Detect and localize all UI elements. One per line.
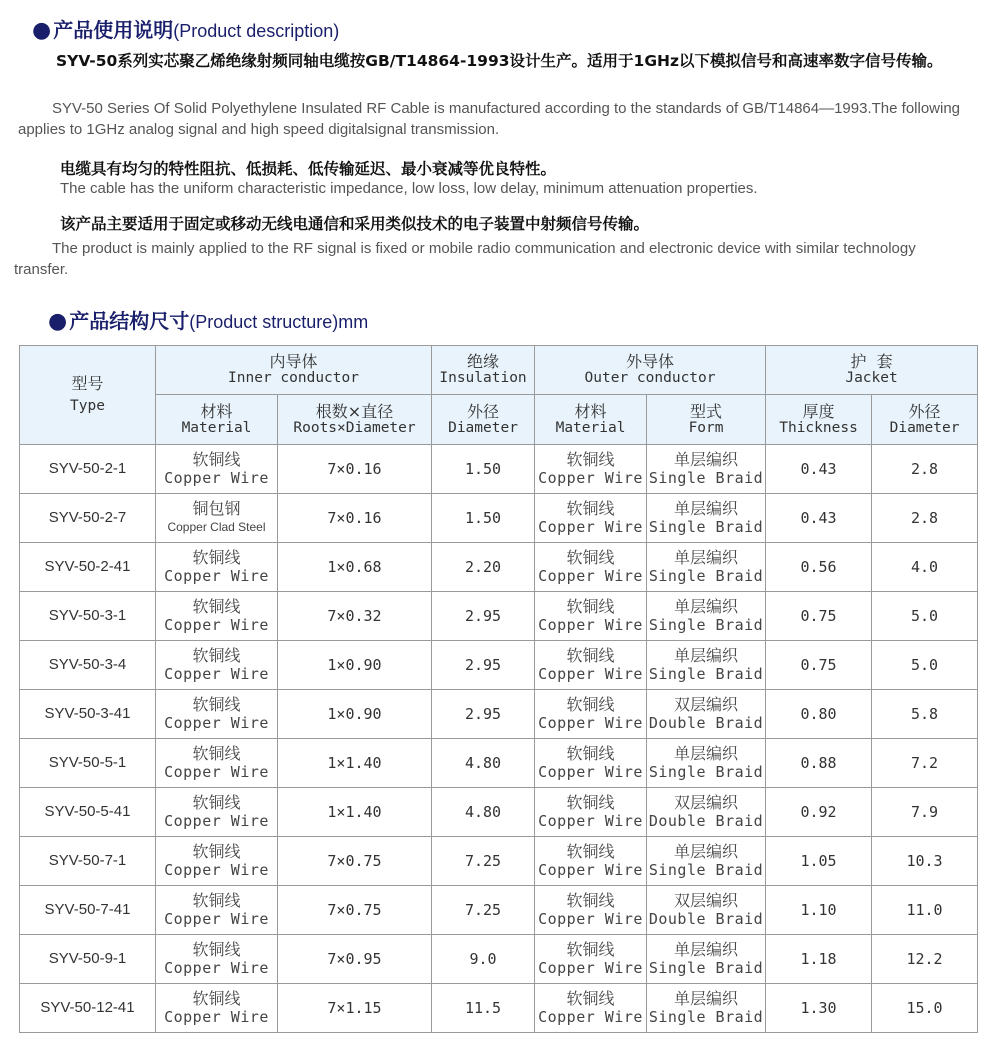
cell-outer-material — [535, 739, 647, 788]
description-en-3: The product is mainly applied to the RF signal is fixed or mobile radio communication and electronic device with similar technology transfer. — [14, 240, 916, 278]
cell-material-en: Copper Clad Steel — [167, 520, 266, 534]
cell-form-zh: 单层编织 — [674, 450, 739, 469]
cell-material-zh: 软铜线 — [192, 940, 241, 959]
header-type — [20, 346, 156, 445]
cell-material-en: Copper Wire — [164, 910, 269, 928]
cell-thickness: 0.80 — [766, 690, 872, 739]
cell-material-zh: 软铜线 — [192, 695, 241, 714]
cell-thickness: 0.92 — [766, 788, 872, 837]
cell-diameter: 5.8 — [872, 690, 978, 739]
cell-form-en: Single Braid — [648, 763, 764, 781]
cell-roots: 1×0.68 — [278, 543, 432, 592]
cell-roots: 7×0.32 — [278, 592, 432, 641]
header-material-zh: 材料 — [200, 401, 233, 421]
cell-diameter: 12.2 — [872, 935, 978, 984]
cell-roots: 7×0.75 — [278, 837, 432, 886]
cell-outer-material — [535, 788, 647, 837]
cell-outer-material-en: Copper Wire — [538, 1008, 643, 1026]
cell-roots: 7×0.75 — [278, 886, 432, 935]
heading-en: (Product structure)mm — [189, 312, 369, 332]
cell-material-en: Copper Wire — [164, 763, 269, 781]
cell-outer-material-en: Copper Wire — [538, 665, 643, 683]
header-outer-material — [535, 395, 647, 445]
cell-outer-material-zh: 软铜线 — [566, 695, 615, 714]
cell-outer-material-en: Copper Wire — [538, 616, 643, 634]
cell-type: SYV-50-2-1 — [20, 445, 156, 494]
cell-material-zh: 软铜线 — [192, 646, 241, 665]
cell-material-en: Copper Wire — [164, 469, 269, 487]
cell-form-en: Single Braid — [648, 469, 764, 487]
cell-outer-material — [535, 837, 647, 886]
cell-material-zh: 软铜线 — [192, 793, 241, 812]
table-row — [20, 788, 978, 837]
cell-outer-material-zh: 软铜线 — [566, 793, 615, 812]
header-outer-conductor — [535, 346, 766, 395]
cell-outer-material — [535, 543, 647, 592]
header-outer-en: Outer conductor — [584, 370, 716, 386]
cell-roots: 7×0.16 — [278, 445, 432, 494]
cell-form-zh: 双层编织 — [674, 891, 739, 910]
header-inner-en: Inner conductor — [228, 370, 359, 386]
table-row — [20, 886, 978, 935]
cell-form-en: Single Braid — [648, 1008, 764, 1026]
cell-diameter: 10.3 — [872, 837, 978, 886]
cell-diameter: 5.0 — [872, 641, 978, 690]
header-form-en: Form — [688, 419, 724, 436]
cell-form — [647, 445, 766, 494]
cell-thickness: 0.56 — [766, 543, 872, 592]
header-insulation-en: Insulation — [439, 370, 527, 386]
cell-diameter: 15.0 — [872, 984, 978, 1033]
table-row — [20, 494, 978, 543]
cell-type: SYV-50-9-1 — [20, 935, 156, 984]
cell-outer-material-zh: 软铜线 — [566, 597, 615, 616]
cell-diameter: 7.2 — [872, 739, 978, 788]
cell-roots: 1×1.40 — [278, 739, 432, 788]
cell-form — [647, 690, 766, 739]
cell-form-en: Double Braid — [648, 910, 764, 928]
cell-outer-material-zh: 软铜线 — [566, 989, 615, 1008]
heading-zh: 产品使用说明 — [53, 18, 174, 42]
cell-type: SYV-50-3-41 — [20, 690, 156, 739]
cell-material — [156, 739, 278, 788]
cell-form — [647, 543, 766, 592]
cell-insulation: 2.95 — [432, 690, 535, 739]
cell-material-zh: 软铜线 — [192, 548, 241, 567]
cell-form — [647, 739, 766, 788]
cell-insulation: 2.95 — [432, 641, 535, 690]
cell-outer-material-en: Copper Wire — [538, 518, 643, 536]
table-row — [20, 543, 978, 592]
cell-outer-material-zh: 软铜线 — [566, 548, 615, 567]
cell-type: SYV-50-5-1 — [20, 739, 156, 788]
cell-outer-material-zh: 软铜线 — [566, 646, 615, 665]
cell-insulation: 7.25 — [432, 886, 535, 935]
cell-material — [156, 984, 278, 1033]
header-inner-conductor — [156, 346, 432, 395]
cell-material-zh: 软铜线 — [192, 989, 241, 1008]
cell-form — [647, 494, 766, 543]
cell-outer-material — [535, 935, 647, 984]
cell-thickness: 0.43 — [766, 494, 872, 543]
cell-outer-material-en: Copper Wire — [538, 959, 643, 977]
cell-form-zh: 单层编织 — [674, 499, 739, 518]
table-row — [20, 592, 978, 641]
cell-outer-material-zh: 软铜线 — [566, 499, 615, 518]
table-row — [20, 935, 978, 984]
cell-roots: 1×0.90 — [278, 641, 432, 690]
cell-type: SYV-50-7-1 — [20, 837, 156, 886]
cell-form-en: Double Braid — [648, 714, 764, 732]
cell-material-en: Copper Wire — [164, 812, 269, 830]
cell-roots: 1×0.90 — [278, 690, 432, 739]
description-en-1: SYV-50 Series Of Solid Polyethylene Insulated RF Cable is manufactured according to the standards of GB/T14864—1993.The following applies to 1GHz analog signal and high speed digitalsignal transmission. — [18, 100, 961, 138]
header-form — [647, 395, 766, 445]
cell-type: SYV-50-12-41 — [20, 984, 156, 1033]
cell-form-en: Single Braid — [648, 861, 764, 879]
cell-form-en: Single Braid — [648, 665, 764, 683]
cell-material-zh: 软铜线 — [192, 891, 241, 910]
cell-roots: 1×1.40 — [278, 788, 432, 837]
cell-form — [647, 788, 766, 837]
header-jacket-diameter — [872, 395, 978, 445]
cell-outer-material-en: Copper Wire — [538, 812, 643, 830]
cell-outer-material — [535, 886, 647, 935]
header-jacket-en: Jacket — [845, 370, 898, 386]
cell-material-en: Copper Wire — [164, 861, 269, 879]
header-jacket-zh: 护 套 — [850, 352, 893, 371]
cell-thickness: 0.75 — [766, 592, 872, 641]
cell-insulation: 1.50 — [432, 494, 535, 543]
cell-form-en: Single Braid — [648, 518, 764, 536]
header-insulation — [432, 346, 535, 395]
cell-outer-material — [535, 592, 647, 641]
header-jacket-diameter-zh: 外径 — [908, 401, 941, 421]
cell-material — [156, 543, 278, 592]
cell-material — [156, 592, 278, 641]
cell-insulation: 2.95 — [432, 592, 535, 641]
cell-insulation: 4.80 — [432, 788, 535, 837]
cell-material — [156, 641, 278, 690]
cell-outer-material-zh: 软铜线 — [566, 450, 615, 469]
cell-material-zh: 软铜线 — [192, 744, 241, 763]
cell-material-en: Copper Wire — [164, 959, 269, 977]
cell-form-en: Single Braid — [648, 616, 764, 634]
description-zh-2: 电缆具有均匀的特性阻抗、低损耗、低传输延迟、最小衰减等优良特性。 — [60, 160, 557, 178]
cell-outer-material-en: Copper Wire — [538, 469, 643, 487]
table-row — [20, 641, 978, 690]
header-diameter-zh: 外径 — [467, 401, 500, 421]
header-jacket-diameter-en: Diameter — [889, 419, 960, 436]
cell-form-zh: 单层编织 — [674, 989, 739, 1008]
cell-form — [647, 641, 766, 690]
cell-outer-material-en: Copper Wire — [538, 763, 643, 781]
cell-form-zh: 单层编织 — [674, 548, 739, 567]
cell-material — [156, 690, 278, 739]
cell-outer-material-zh: 软铜线 — [566, 891, 615, 910]
cell-material — [156, 494, 278, 543]
header-roots-diameter — [278, 395, 432, 445]
cell-material — [156, 935, 278, 984]
cell-material — [156, 886, 278, 935]
cell-form-zh: 双层编织 — [674, 695, 739, 714]
header-diameter-en: Diameter — [448, 419, 518, 436]
cell-type: SYV-50-3-1 — [20, 592, 156, 641]
cell-form-zh: 单层编织 — [674, 744, 739, 763]
cell-form-en: Double Braid — [648, 812, 764, 830]
table-row — [20, 984, 978, 1033]
header-thickness-zh: 厚度 — [802, 401, 835, 421]
cell-material-zh: 软铜线 — [192, 842, 241, 861]
bullet-icon: ● — [48, 309, 68, 334]
cell-form-zh: 单层编织 — [674, 940, 739, 959]
cell-form-zh: 双层编织 — [674, 793, 739, 812]
cell-material-en: Copper Wire — [164, 567, 269, 585]
cell-thickness: 1.30 — [766, 984, 872, 1033]
product-description-heading — [32, 14, 339, 43]
cell-material — [156, 788, 278, 837]
cell-material-en: Copper Wire — [164, 616, 269, 634]
cell-material-en: Copper Wire — [164, 665, 269, 683]
cell-type: SYV-50-7-41 — [20, 886, 156, 935]
product-structure-heading — [48, 305, 368, 334]
cell-insulation: 7.25 — [432, 837, 535, 886]
cell-material-zh: 铜包钢 — [192, 499, 241, 518]
cell-insulation: 9.0 — [432, 935, 535, 984]
description-zh-3: 该产品主要适用于固定或移动无线电通信和采用类似技术的电子装置中射频信号传输。 — [60, 215, 650, 233]
cell-type: SYV-50-2-7 — [20, 494, 156, 543]
cell-diameter: 4.0 — [872, 543, 978, 592]
cell-outer-material-en: Copper Wire — [538, 861, 643, 879]
cell-material-zh: 软铜线 — [192, 450, 241, 469]
header-roots-en: Roots×Diameter — [293, 419, 416, 436]
cell-material-zh: 软铜线 — [192, 597, 241, 616]
cell-insulation: 1.50 — [432, 445, 535, 494]
cell-insulation: 4.80 — [432, 739, 535, 788]
cell-thickness: 1.05 — [766, 837, 872, 886]
cell-form — [647, 935, 766, 984]
cell-thickness: 0.75 — [766, 641, 872, 690]
header-material-en: Material — [181, 419, 252, 436]
cell-form — [647, 984, 766, 1033]
cell-outer-material-zh: 软铜线 — [566, 940, 615, 959]
cell-roots: 7×1.15 — [278, 984, 432, 1033]
table-body — [20, 445, 978, 1033]
cell-form-zh: 单层编织 — [674, 646, 739, 665]
table-row — [20, 837, 978, 886]
cell-diameter: 5.0 — [872, 592, 978, 641]
cell-outer-material — [535, 984, 647, 1033]
header-outer-material-zh: 材料 — [574, 401, 607, 421]
table-header — [20, 346, 978, 445]
cell-outer-material-zh: 软铜线 — [566, 842, 615, 861]
cell-form-zh: 单层编织 — [674, 842, 739, 861]
structure-table — [19, 345, 978, 1033]
description-zh-1: SYV-50系列实芯聚乙烯绝缘射频同轴电缆按GB/T14864-1993设计生产。适用于1GHz以下模拟信号和高速率数字信号传输。 — [56, 52, 943, 70]
cell-roots: 7×0.95 — [278, 935, 432, 984]
header-thickness-en: Thickness — [779, 419, 858, 436]
header-outer-material-en: Material — [555, 419, 626, 436]
cell-outer-material — [535, 690, 647, 739]
table-row — [20, 445, 978, 494]
cell-outer-material-zh: 软铜线 — [566, 744, 615, 763]
header-inner-zh: 内导体 — [269, 352, 318, 371]
cell-diameter: 2.8 — [872, 445, 978, 494]
bullet-icon: ● — [32, 18, 52, 43]
cell-material-en: Copper Wire — [164, 1008, 269, 1026]
cell-diameter: 11.0 — [872, 886, 978, 935]
cell-form-en: Single Braid — [648, 567, 764, 585]
cell-diameter: 7.9 — [872, 788, 978, 837]
cell-outer-material — [535, 494, 647, 543]
header-jacket — [766, 346, 978, 395]
header-roots-zh: 根数×直径 — [315, 401, 394, 421]
header-insulation-zh: 绝缘 — [467, 352, 500, 371]
header-insulation-diameter — [432, 395, 535, 445]
header-form-zh: 型式 — [690, 401, 723, 421]
cell-insulation: 11.5 — [432, 984, 535, 1033]
cell-outer-material-en: Copper Wire — [538, 714, 643, 732]
header-outer-zh: 外导体 — [626, 352, 675, 371]
table-row — [20, 690, 978, 739]
cell-outer-material — [535, 641, 647, 690]
cell-outer-material-en: Copper Wire — [538, 910, 643, 928]
cell-outer-material-en: Copper Wire — [538, 567, 643, 585]
cell-form — [647, 592, 766, 641]
cell-material — [156, 445, 278, 494]
cell-type: SYV-50-3-4 — [20, 641, 156, 690]
cell-outer-material — [535, 445, 647, 494]
cell-material — [156, 837, 278, 886]
cell-type: SYV-50-2-41 — [20, 543, 156, 592]
cell-insulation: 2.20 — [432, 543, 535, 592]
heading-en: (Product description) — [173, 21, 340, 41]
cell-thickness: 0.88 — [766, 739, 872, 788]
header-thickness — [766, 395, 872, 445]
cell-material-en: Copper Wire — [164, 714, 269, 732]
cell-thickness: 1.18 — [766, 935, 872, 984]
header-material — [156, 395, 278, 445]
cell-diameter: 2.8 — [872, 494, 978, 543]
cell-form-en: Single Braid — [648, 959, 764, 977]
table-row — [20, 739, 978, 788]
cell-thickness: 1.10 — [766, 886, 872, 935]
cell-form — [647, 886, 766, 935]
cell-roots: 7×0.16 — [278, 494, 432, 543]
cell-form-zh: 单层编织 — [674, 597, 739, 616]
description-en-2: The cable has the uniform characteristic impedance, low loss, low delay, minimum attenuation properties. — [60, 180, 758, 197]
header-type-en: Type — [70, 398, 105, 414]
cell-type: SYV-50-5-41 — [20, 788, 156, 837]
cell-form — [647, 837, 766, 886]
cell-thickness: 0.43 — [766, 445, 872, 494]
header-type-zh: 型号 — [71, 374, 104, 393]
heading-zh: 产品结构尺寸 — [69, 309, 190, 333]
